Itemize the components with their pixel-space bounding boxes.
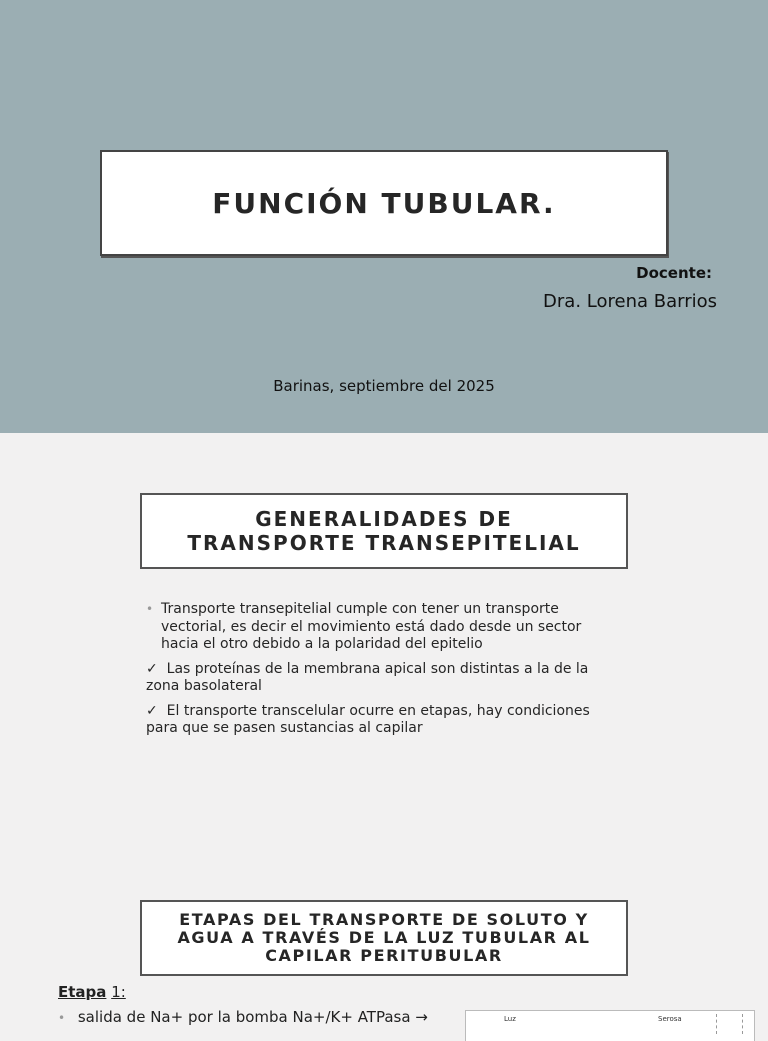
diagram-label-serosa: Serosa (658, 1015, 682, 1023)
section-heading-line: ETAPAS DEL TRANSPORTE DE SOLUTO Y (179, 910, 589, 929)
etapa-heading (58, 983, 126, 1001)
section-heading-box (140, 900, 628, 976)
section-heading-line: AGUA A TRAVÉS DE LA LUZ TUBULAR AL (177, 928, 591, 947)
content-list (146, 601, 616, 745)
list-item-text: Las proteínas de la membrana apical son distintas a la de la zona basolateral (146, 660, 589, 694)
docente-label: Docente: (636, 264, 712, 282)
etapa-number: 1: (111, 983, 126, 1001)
list-item (146, 661, 616, 696)
section-heading-line: CAPILAR PERITUBULAR (265, 946, 503, 965)
slide-title: FUNCIÓN TUBULAR. (212, 186, 556, 220)
etapa-label: Etapa (58, 983, 107, 1001)
bullet-icon: • (146, 602, 154, 616)
section-heading (187, 507, 580, 555)
title-slide (0, 0, 768, 433)
docente-name: Dra. Lorena Barrios (543, 291, 717, 312)
list-item-text: El transporte transcelular ocurre en etapas, hay condiciones para que se pasen sustancias al capilar (146, 702, 590, 736)
section-heading (177, 911, 590, 965)
content-slide (0, 433, 768, 1024)
diagram-label-lumen: Luz (504, 1015, 516, 1023)
checkmark-icon: ✓ (146, 660, 158, 677)
checkmark-icon: ✓ (146, 702, 158, 719)
transport-diagram-image (465, 1010, 755, 1041)
list-item (58, 1008, 428, 1026)
place-date: Barinas, septiembre del 2025 (273, 377, 495, 395)
section-heading-box (140, 493, 628, 569)
bullet-icon: • (58, 1011, 66, 1025)
list-item (146, 703, 616, 738)
title-box (100, 150, 668, 256)
diagram-divider (716, 1014, 717, 1034)
diagram-divider (742, 1014, 743, 1034)
list-item (146, 601, 616, 654)
list-item-text: salida de Na+ por la bomba Na+/K+ ATPasa → (77, 1008, 428, 1026)
section-heading-line: GENERALIDADES DE (255, 507, 513, 531)
section-heading-line: TRANSPORTE TRANSEPITELIAL (187, 531, 581, 555)
list-item-text: Transporte transepitelial cumple con tener un transporte vectorial, es decir el movimiento está dado desde un sector hacia el otro debido a la polaridad del epitelio (161, 601, 582, 652)
